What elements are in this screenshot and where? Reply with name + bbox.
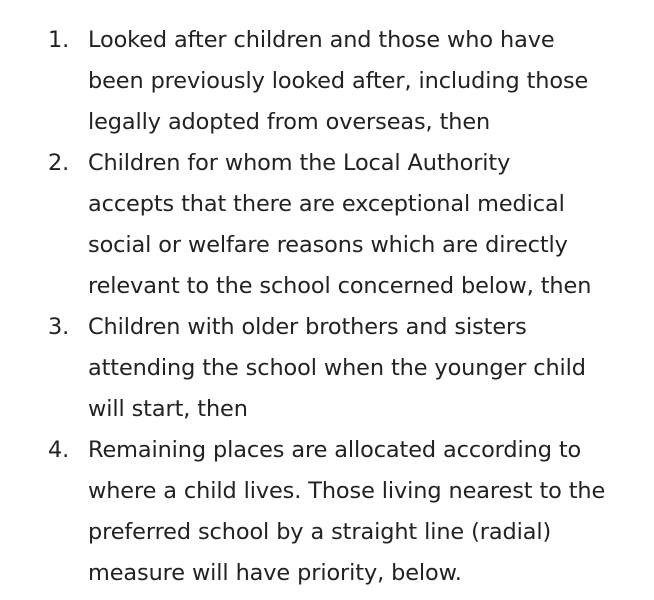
list-item-text: Children with older brothers and sisters attending the school when the younger child will start, then	[88, 314, 586, 422]
list-item-text: Children for whom the Local Authority accepts that there are exceptional medical social or welfare reasons which are directly relevant to the school concerned below, then	[88, 150, 592, 299]
list-item	[0, 307, 654, 430]
list-item-text: Looked after children and those who have been previously looked after, including those legally adopted from overseas, then	[88, 27, 589, 135]
admission-criteria-list	[0, 20, 654, 594]
list-item-number: 4.	[48, 437, 70, 463]
list-item-number: 2.	[48, 150, 70, 176]
list-item	[0, 20, 654, 143]
list-item-number: 1.	[48, 27, 70, 53]
list-item	[0, 143, 654, 307]
list-item	[0, 430, 654, 594]
list-item-number: 3.	[48, 314, 70, 340]
list-item-text: Remaining places are allocated according to where a child lives. Those living nearest to the preferred school by a straight line (radial) measure will have priority, below.	[88, 437, 606, 586]
